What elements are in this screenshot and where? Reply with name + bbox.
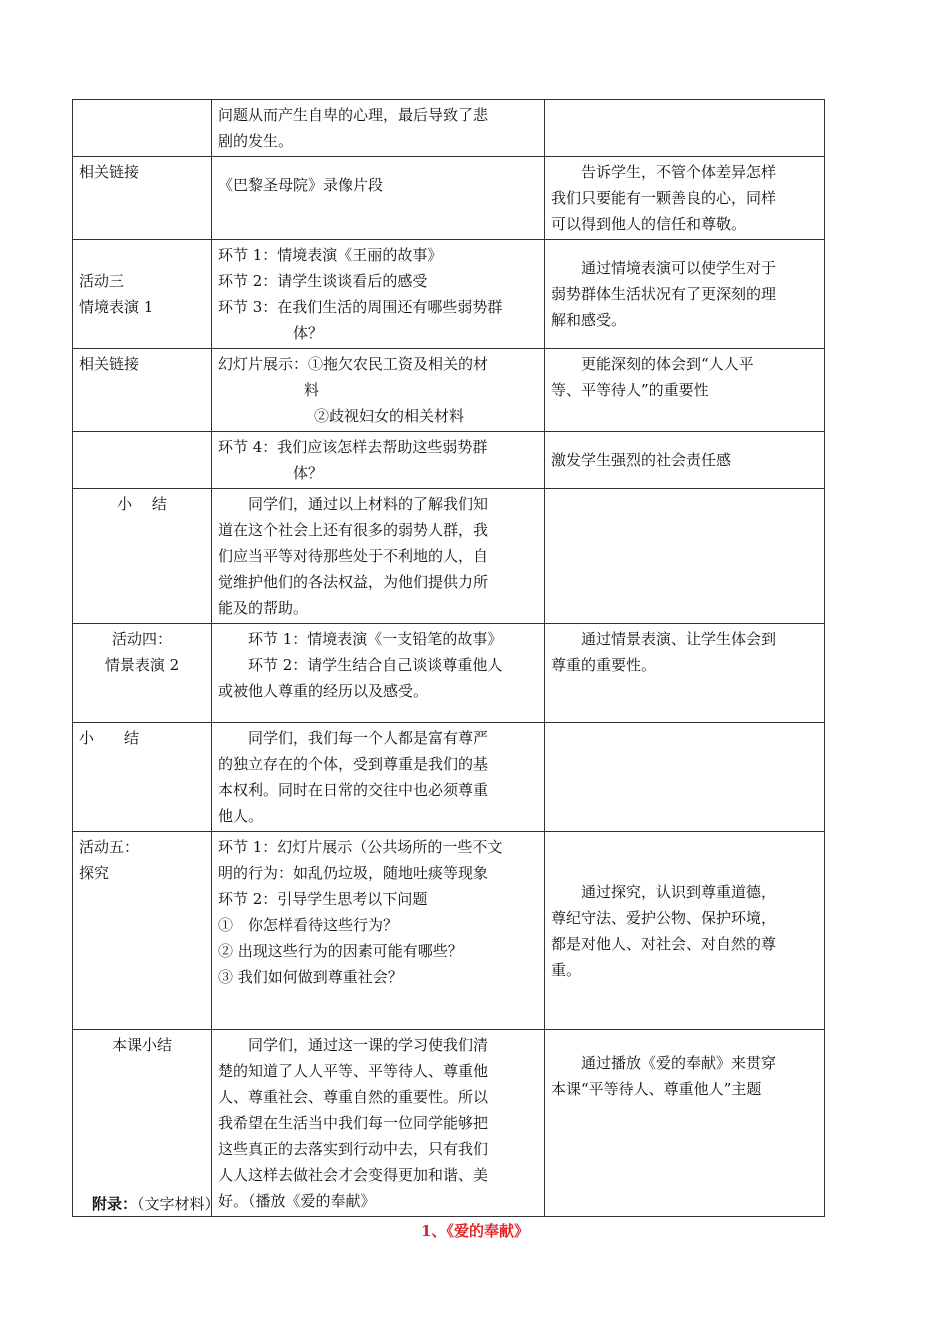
text-line: ② 出现这些行为的因素可能有哪些？ — [218, 942, 463, 960]
section-label: 活动三 — [79, 272, 125, 290]
table-row — [73, 349, 825, 432]
cell-content — [212, 432, 545, 489]
text-line: 同学们，我们每一个人都是富有尊严 — [248, 729, 489, 747]
lesson-plan-table — [72, 99, 825, 1217]
text-line: 弱势群体生活状况有了更深刻的理 — [551, 285, 777, 303]
text-line: 料 — [304, 381, 320, 399]
text-line: 通过情境表演可以使学生对于 — [581, 259, 777, 277]
text-line: 同学们，通过以上材料的了解我们知 — [248, 495, 489, 513]
section-label: 小 结 — [79, 729, 140, 747]
text-line: 通过播放《爱的奉献》来贯穿 — [581, 1054, 777, 1072]
table-row — [73, 157, 825, 240]
appendix-line — [92, 1194, 220, 1214]
cell-purpose — [545, 624, 825, 723]
table-row — [73, 100, 825, 157]
cell-content — [212, 157, 545, 240]
cell-purpose — [545, 489, 825, 624]
text-line: 环节 2：请学生谈谈看后的感受 — [218, 272, 428, 290]
text-line: 本课“平等待人、尊重他人”主题 — [551, 1080, 762, 1098]
text-line: 环节 1：情境表演《王丽的故事》 — [218, 246, 443, 264]
table-row — [73, 624, 825, 723]
text-line: 可以得到他人的信任和尊敬。 — [551, 215, 747, 233]
cell-content — [212, 489, 545, 624]
text-line: 尊重的重要性。 — [551, 656, 657, 674]
text-line: 能及的帮助。 — [218, 599, 309, 617]
section-label: 活动五： — [79, 838, 140, 856]
text-line: 解和感受。 — [551, 311, 627, 329]
text-line: 体？ — [293, 324, 324, 342]
text-line: 环节 2：请学生结合自己谈谈尊重他人 — [248, 656, 503, 674]
text-line: 楚的知道了人人平等、平等待人、尊重他 — [218, 1062, 489, 1080]
table-row — [73, 432, 825, 489]
cell-purpose — [545, 240, 825, 349]
cell-section — [73, 100, 212, 157]
text-line: 通过探究，认识到尊重道德， — [581, 882, 777, 901]
cell-content — [212, 240, 545, 349]
section-label: 本课小结 — [111, 1036, 172, 1054]
text-line: 等、平等待人”的重要性 — [551, 381, 709, 399]
text-line: 环节 3：在我们生活的周围还有哪些弱势群 — [218, 298, 503, 316]
appendix-label: 附录： — [92, 1195, 138, 1213]
cell-section — [73, 1030, 212, 1217]
text-line: 们应当平等对待那些处于不利地的人，自 — [218, 547, 489, 565]
section-label: 活动四： — [111, 630, 172, 648]
text-line: 人人这样去做社会才会变得更加和谐、美 — [218, 1166, 489, 1184]
section-label: 相关链接 — [79, 355, 140, 373]
text-line: 同学们，通过这一课的学习使我们清 — [248, 1036, 489, 1054]
text-line: 体？ — [293, 464, 324, 482]
lesson-plan-sheet — [72, 99, 824, 1217]
text-line: 他人。 — [218, 807, 264, 825]
cell-section — [73, 240, 212, 349]
table-row — [73, 240, 825, 349]
text-line: ① 你怎样看待这些行为？ — [218, 916, 399, 934]
section-label: 情境表演 1 — [79, 298, 154, 316]
cell-section — [73, 432, 212, 489]
text-line: 环节 1：情境表演《一支铅笔的故事》 — [248, 630, 503, 648]
cell-purpose — [545, 832, 825, 1030]
cell-content — [212, 832, 545, 1030]
cell-section — [73, 832, 212, 1030]
text-line: 重。 — [551, 960, 582, 979]
section-label: 情景表演 2 — [104, 656, 180, 674]
text-line: 环节 2：引导学生思考以下问题 — [218, 890, 428, 908]
text-line: 通过情景表演、让学生体会到 — [581, 630, 777, 648]
song-title: 1、《爱的奉献》 — [421, 1222, 529, 1240]
text-line: 这些真正的去落实到行动中去，只有我们 — [218, 1140, 489, 1158]
text-line: 我们只要能有一颗善良的心，同样 — [551, 189, 777, 207]
cell-purpose — [545, 432, 825, 489]
cell-purpose — [545, 1030, 825, 1217]
cell-section — [73, 349, 212, 432]
cell-content — [212, 349, 545, 432]
text-line: 觉维护他们的各法权益，为他们提供力所 — [218, 573, 489, 591]
text-line: 更能深刻的体会到“人人平 — [581, 355, 754, 373]
text-line: 明的行为：如乱仍垃圾，随地吐痰等现象 — [218, 864, 489, 882]
cell-content — [212, 723, 545, 832]
section-label: 相关链接 — [79, 163, 140, 181]
text-line: 尊纪守法、爱护公物、保护环境， — [551, 908, 777, 927]
text-line: 环节 4：我们应该怎样去帮助这些弱势群 — [218, 438, 488, 456]
appendix-text: （文字材料） — [137, 1195, 220, 1213]
text-line: 道在这个社会上还有很多的弱势人群，我 — [218, 521, 489, 539]
table-row — [73, 489, 825, 624]
text-line: 人、尊重社会、尊重自然的重要性。所以 — [218, 1088, 489, 1106]
cell-purpose — [545, 157, 825, 240]
cell-section — [73, 723, 212, 832]
table-row — [73, 832, 825, 1030]
cell-content — [212, 100, 545, 157]
text-line: 环节 1：幻灯片展示（公共场所的一些不文 — [218, 838, 503, 856]
cell-purpose — [545, 100, 825, 157]
text-line: 《巴黎圣母院》录像片段 — [218, 176, 384, 194]
text-line: 问题从而产生自卑的心理，最后导致了悲 — [218, 106, 489, 124]
cell-section — [73, 157, 212, 240]
text-line: 好。（播放《爱的奉献》 — [218, 1192, 376, 1210]
cell-section — [73, 624, 212, 723]
section-label: 探究 — [79, 864, 110, 882]
text-line: 我希望在生活当中我们每一位同学能够把 — [218, 1114, 489, 1132]
text-line: 或被他人尊重的经历以及感受。 — [218, 682, 429, 700]
cell-purpose — [545, 349, 825, 432]
section-label: 小 结 — [117, 495, 167, 513]
text-line: 告诉学生，不管个体差异怎样 — [581, 163, 777, 181]
text-line: 都是对他人、对社会、对自然的尊 — [551, 934, 777, 953]
text-line: 的独立存在的个体，受到尊重是我们的基 — [218, 755, 489, 773]
cell-purpose — [545, 723, 825, 832]
text-line: 幻灯片展示：①拖欠农民工资及相关的材 — [218, 355, 489, 373]
table-row — [73, 1030, 825, 1217]
text-line: 剧的发生。 — [218, 132, 294, 150]
text-line: ②歧视妇女的相关材料 — [314, 407, 465, 425]
text-line: ③ 我们如何做到尊重社会？ — [218, 968, 403, 986]
cell-content — [212, 1030, 545, 1217]
cell-section — [73, 489, 212, 624]
text-line: 激发学生强烈的社会责任感 — [551, 451, 732, 469]
table-row — [73, 723, 825, 832]
cell-content — [212, 624, 545, 723]
text-line: 本权利。同时在日常的交往中也必须尊重 — [218, 781, 489, 799]
